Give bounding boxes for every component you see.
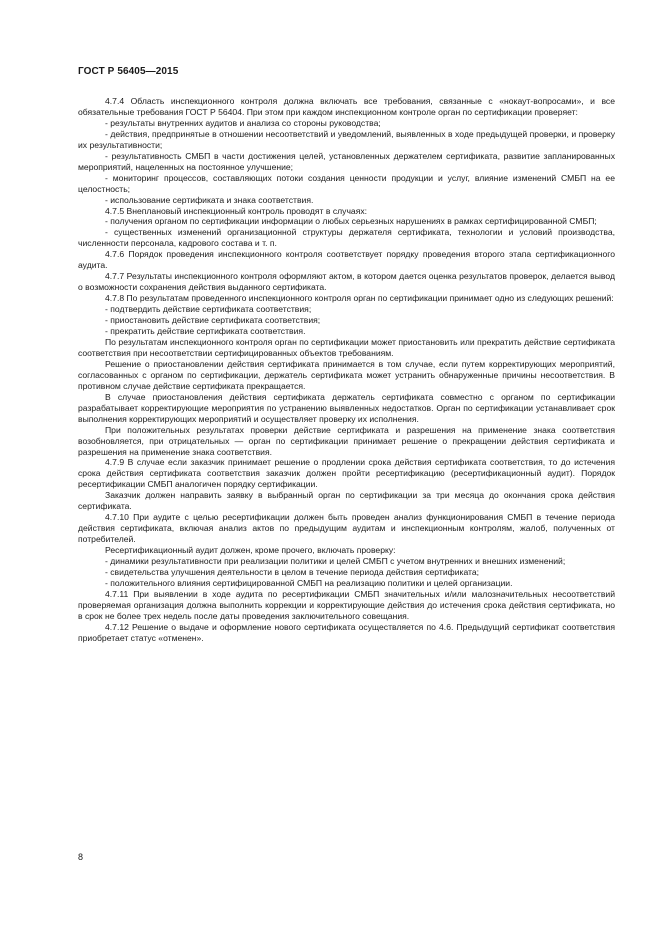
- paragraph: 4.7.7 Результаты инспекционного контроля оформляют актом, в котором дается оценка результатов проверок, делается вывод о возможности сохранения действия выданного сертификата.: [78, 271, 615, 293]
- paragraph: 4.7.11 При выявлении в ходе аудита по ресертификации СМБП значительных и/или малозначительных несоответствий проверяемая организация должна выполнить коррекции и корректирующие действия до истечения срока действия сертификата, но в срок не более трех недель после даты проведения заключительного совещания.: [78, 588, 615, 621]
- paragraph: - использование сертификата и знака соответствия.: [105, 194, 314, 205]
- paragraph: 4.7.6 Порядок проведения инспекционного контроля соответствует порядку проведения второго этапа сертификационного аудита.: [78, 249, 615, 271]
- paragraph: 4.7.9 В случае если заказчик принимает решение о продлении срока действия сертификата соответствия, то до истечения срока действия сертификата соответствия заказчик должен пройти ресертификацию (ресертификационный аудит). Порядок ресертификации СМБП аналогичен порядку сертификации.: [78, 457, 615, 490]
- document-body: [78, 96, 615, 644]
- paragraph: - получения органом по сертификации информации о любых серьезных нарушениях в рамках сертифицированной СМБП;: [105, 216, 597, 227]
- paragraph: 4.7.12 Решение о выдаче и оформление нового сертификата осуществляется по 4.6. Предыдущий сертификат соответствия приобретает статус «отменен».: [78, 621, 615, 643]
- paragraph: Заказчик должен направить заявку в выбранный орган по сертификации за три месяца до окончания срока действия сертификата.: [78, 490, 615, 512]
- paragraph: Решение о приостановлении действия сертификата принимается в том случае, если путем корректирующих мероприятий, согласованных с органом по сертификации, держатель сертификата может устранить обнаруженные причины несоответствия. В противном случае действие сертификата прекращается.: [78, 358, 615, 391]
- paragraph: По результатам инспекционного контроля орган по сертификации может приостановить или прекратить действие сертификата соответствия при несоответствии сертифицированных объектов требованиям.: [78, 336, 615, 358]
- paragraph: 4.7.4 Область инспекционного контроля должна включать все требования, связанные с «нокаут-вопросами», и все обязательные требования ГОСТ Р 56404. При этом при каждом инспекционном контроле орган по сертификации проверяет:: [78, 96, 615, 117]
- paragraph: 4.7.10 При аудите с целью ресертификации должен быть проведен анализ функционирования СМБП в течение периода действия сертификата, включая анализ актов по предыдущим аудитам и инспекционным контролям, жалоб, полученных от потребителей.: [78, 512, 615, 545]
- paragraph: - результативность СМБП в части достижения целей, установленных держателем сертификата, развитие запланированных мероприятий, нацеленных на постоянное улучшение;: [78, 150, 615, 172]
- paragraph: При положительных результатах проверки действие сертификата и разрешения на применение знака соответствия возобновляется, при отрицательных — орган по сертификации принимает решение о прекращении действия сертификата и разрешения на применение знака соответствия.: [78, 424, 615, 457]
- paragraph: - положительного влияния сертифицированной СМБП на реализацию политики и целей организации.: [105, 577, 513, 588]
- paragraph: - мониторинг процессов, составляющих потоки создания ценности продукции и услуг, влияние изменений СМБП на ее целостность;: [78, 172, 615, 194]
- paragraph: - существенных изменений организационной структуры держателя сертификата, технологии и условий производства, численности персонала, кадрового состава и т. п.: [78, 227, 615, 249]
- paragraph: - динамики результативности при реализации политики и целей СМБП с учетом внутренних и внешних изменений;: [105, 556, 566, 567]
- paragraph: - прекратить действие сертификата соответствия.: [105, 326, 306, 337]
- paragraph: 4.7.5 Внеплановый инспекционный контроль проводят в случаях:: [105, 205, 368, 216]
- paragraph: - подтвердить действие сертификата соответствия;: [105, 304, 312, 315]
- document-header: ГОСТ Р 56405—2015: [78, 66, 179, 77]
- paragraph: - приостановить действие сертификата соответствия;: [105, 315, 321, 326]
- paragraph: - действия, предпринятые в отношении несоответствий и уведомлений, выявленных в ходе предыдущей проверки, и проверку их результативности;: [78, 128, 615, 150]
- paragraph: В случае приостановления действия сертификата держатель сертификата совместно с органом по сертификации разрабатывает корректирующие мероприятия по устранению выявленных недостатков. Орган по сертификации устанавливает срок выполнения корректирующих мероприятий и осуществляет проверку их исполнения.: [78, 391, 615, 424]
- paragraph: Ресертификационный аудит должен, кроме прочего, включать проверку:: [105, 545, 396, 556]
- paragraph: 4.7.8 По результатам проведенного инспекционного контроля орган по сертификации принимает одно из следующих решений:: [105, 293, 614, 304]
- paragraph: - свидетельства улучшения деятельности в целом в течение периода действия сертификата;: [105, 566, 480, 577]
- page-number: 8: [78, 852, 84, 862]
- paragraph: - результаты внутренних аудитов и анализа со стороны руководства;: [105, 117, 381, 128]
